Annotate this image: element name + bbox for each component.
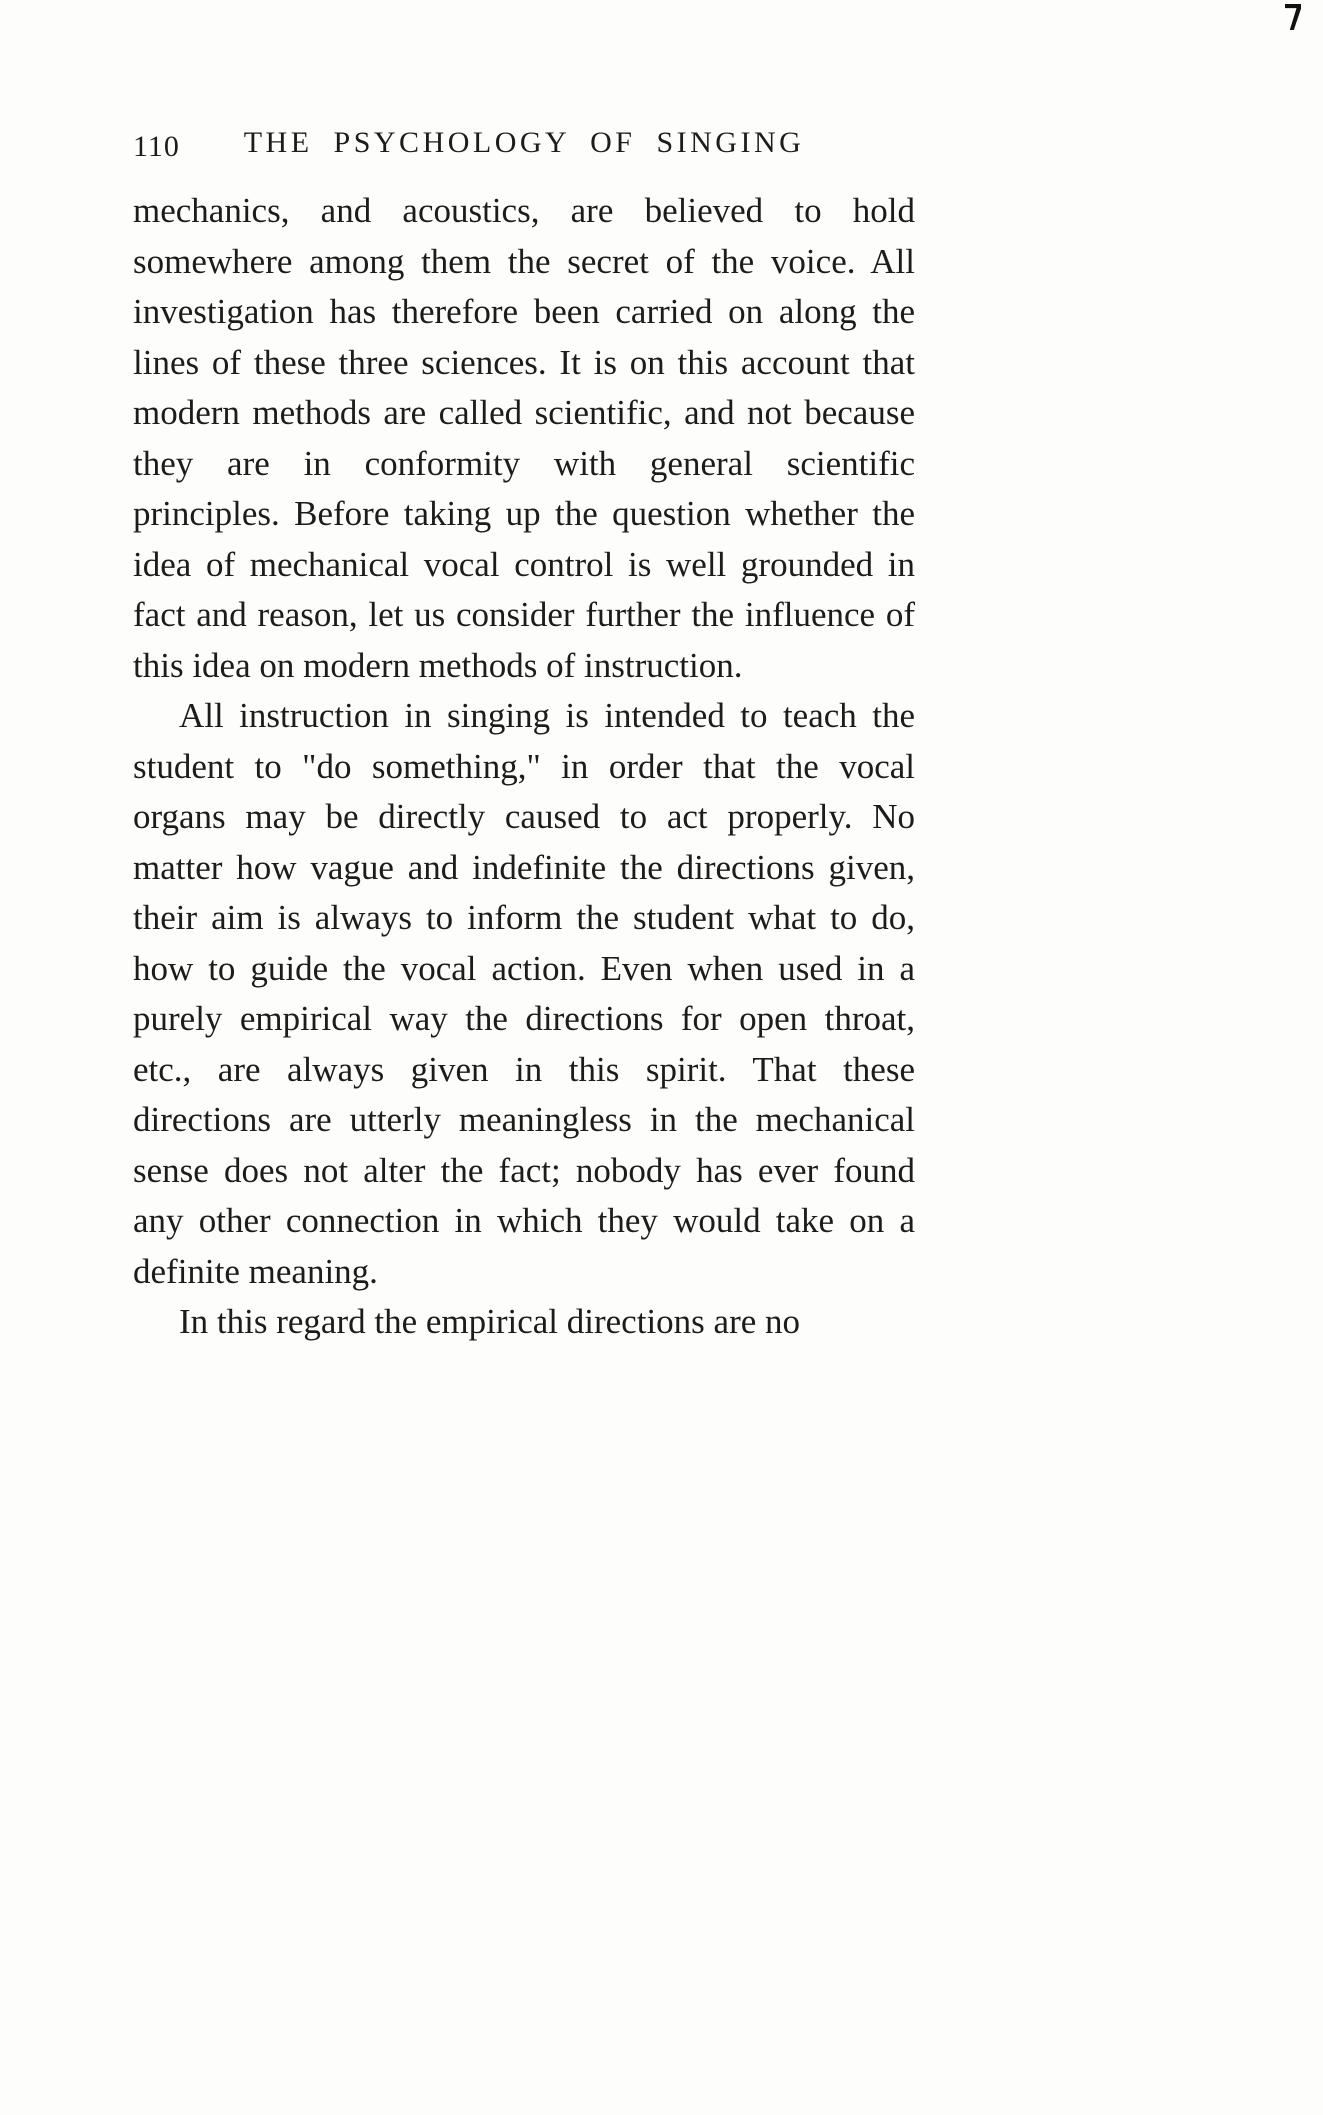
page-header (133, 126, 915, 170)
paragraph: All instruction in singing is intended to teach the student to "do something," in order that the vocal organs may be directly caused to act properly. No matter how vague and indefinite the directions given, their aim is always to inform the student what to do, how to guide the vocal action. Even when used in a purely empirical way the directions for open throat, etc., are always given in this spirit. That these directions are utterly meaningless in the mechanical sense does not alter the fact; nobody has ever found any other connection in which they would take on a definite meaning. (133, 696, 915, 1291)
paragraph: In this regard the empirical directions are no (179, 1302, 801, 1341)
page-number: 110 (133, 130, 180, 163)
scan-artifact-mark (1285, 4, 1301, 30)
running-header-title: THE PSYCHOLOGY OF SINGING (243, 126, 805, 159)
paragraph: mechanics, and acoustics, are believed to hold somewhere among them the secret of the voice. All investigation has therefore been carried on along the lines of these three sciences. It is on this account that modern methods are called scientific, and not because they are in conformity with general scientific principles. Before taking up the question whether the idea of mechanical vocal control is well grounded in fact and reason, let us consider further the influence of this idea on modern methods of instruction. (133, 191, 915, 685)
page-body-text (133, 186, 915, 1348)
